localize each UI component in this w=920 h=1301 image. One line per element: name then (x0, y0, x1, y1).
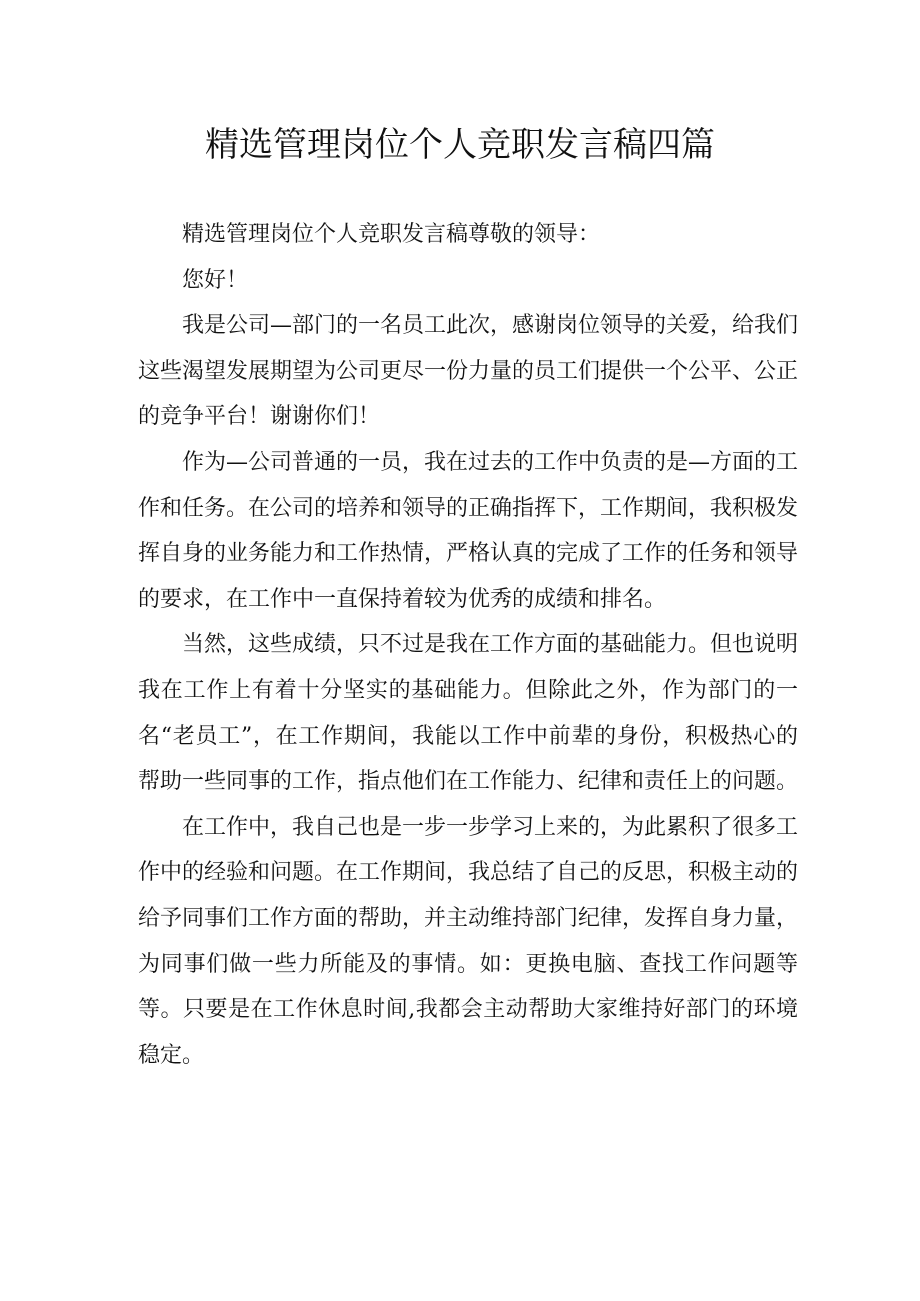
document-body (138, 212, 798, 1078)
paragraph-greeting: 您好！ (182, 267, 249, 293)
paragraph-role: 作为—公司普通的一员，我在过去的工作中负责的是—方面的工作和任务。在公司的培养和领导的正确指挥下，工作期间，我积极发挥自身的业务能力和工作热情，严格认真的完成了工作的任务和领导的要求，在工作中一直保持着较为优秀的成绩和排名。 (138, 449, 799, 612)
paragraph-experience: 在工作中，我自己也是一步一步学习上来的，为此累积了很多工作中的经验和问题。在工作期间，我总结了自己的反思，积极主动的给予同事们工作方面的帮助，并主动维持部门纪律，发挥自身力量，为同事们做一些力所能及的事情。如：更换电脑、查找工作问题等等。只要是在工作休息时间,我都会主动帮助大家维持好部门的环境稳定。 (138, 814, 799, 1068)
paragraph-achievements: 当然，这些成绩，只不过是我在工作方面的基础能力。但也说明我在工作上有着十分坚实的基础能力。但除此之外，作为部门的一名“老员工”，在工作期间，我能以工作中前辈的身份，积极热心的帮助一些同事的工作，指点他们在工作能力、纪律和责任上的问题。 (138, 632, 799, 795)
document-title: 精选管理岗位个人竞职发言稿四篇 (205, 125, 715, 165)
paragraph-thanks: 我是公司—部门的一名员工此次，感谢岗位领导的关爱，给我们这些渴望发展期望为公司更尽一份力量的员工们提供一个公平、公正的竞争平台！谢谢你们！ (138, 313, 799, 430)
paragraph-salutation: 精选管理岗位个人竞职发言稿尊敬的领导： (182, 222, 601, 247)
